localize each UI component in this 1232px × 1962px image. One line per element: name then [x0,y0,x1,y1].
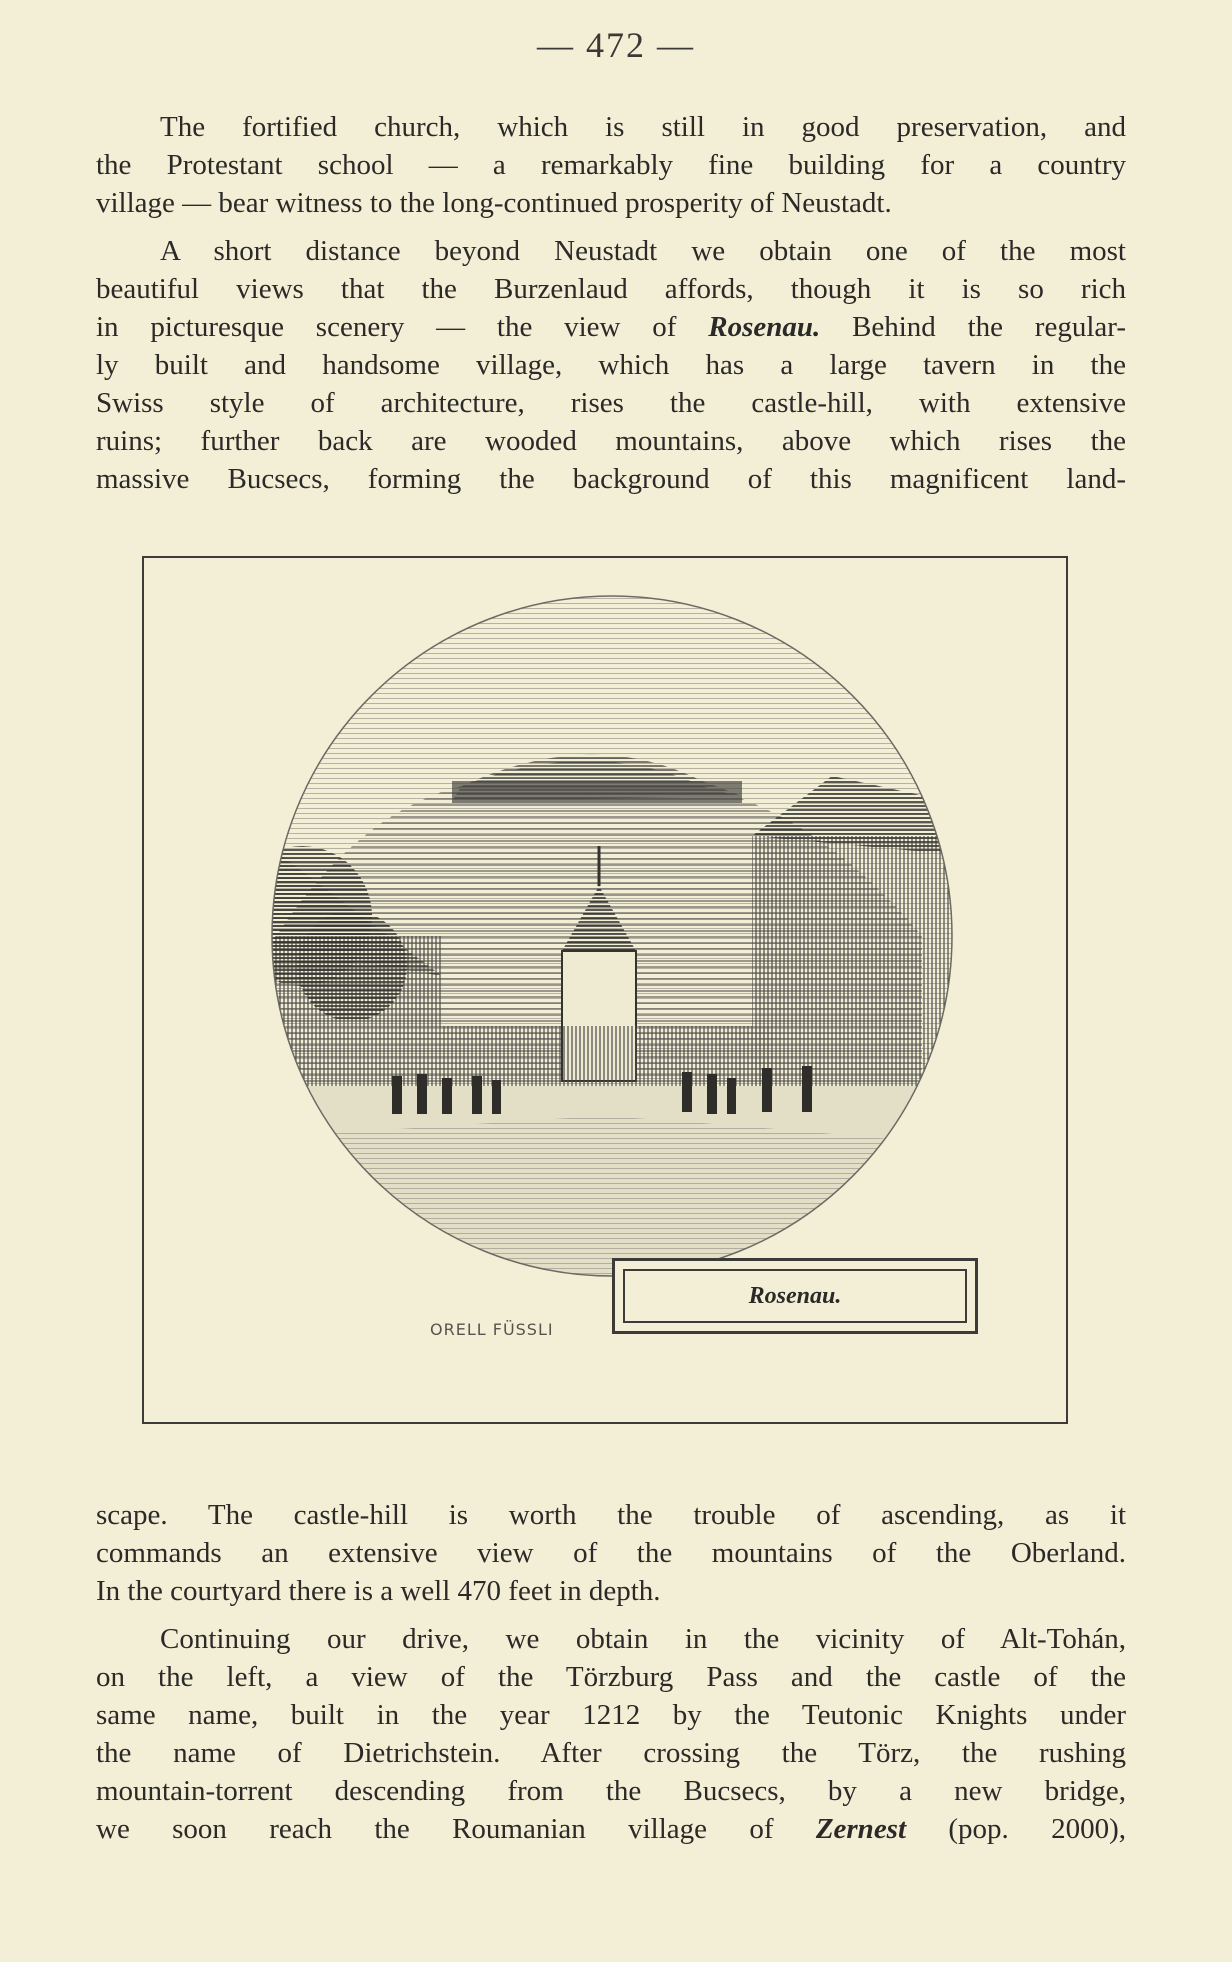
top-text [96,108,1126,498]
text-line-zernest [96,1810,1126,1848]
figure-caption: Rosenau. [623,1269,967,1323]
text-line: The fortified church, which is still in good preservation, and [160,111,1126,143]
text-line: Swiss style of architecture, rises the castle-hill, with extensive [96,387,1126,419]
text-line: massive Bucsecs, forming the background of this magnificent land- [96,463,1126,495]
text-line: same name, built in the year 1212 by the Teutonic Knights under [96,1699,1126,1731]
caption-box [612,1258,978,1334]
place-name-zernest: Zernest [815,1813,907,1845]
page-number: — 472 — [537,25,695,65]
text-fragment: we soon reach the Roumanian village of [96,1813,816,1845]
text-line-rosenau [96,308,1126,346]
text-line: beautiful views that the Burzenlaud affords, though it is so rich [96,273,1126,305]
place-name-rosenau: Rosenau. [708,311,821,343]
paragraph-continuing-drive [96,1620,1126,1848]
text-line: ly built and handsome village, which has a large tavern in the [96,349,1126,381]
text-fragment: (pop. 2000), [906,1813,1126,1845]
text-line: the name of Dietrichstein. After crossing the Törz, the rushing [96,1737,1126,1769]
bottom-text [96,1496,1126,1848]
text-line: scape. The castle-hill is worth the trouble of ascending, as it [96,1499,1126,1531]
text-line: village — bear witness to the long-continued prosperity of Neustadt. [96,187,892,219]
paragraph-fortified-church [96,108,1126,222]
text-fragment: Behind the regular- [820,311,1126,343]
text-line: Continuing our drive, we obtain in the vicinity of Alt-Tohán, [160,1623,1126,1655]
paragraph-castle-hill [96,1496,1126,1610]
text-line: ruins; further back are wooded mountains, above which rises the [96,425,1126,457]
text-line: In the courtyard there is a well 470 feet in depth. [96,1575,661,1607]
text-line: the Protestant school — a remarkably fine building for a country [96,149,1126,181]
paragraph-rosenau-view [96,232,1126,498]
text-line: mountain-torrent descending from the Bucsecs, by a new bridge, [96,1775,1126,1807]
text-fragment: in picturesque scenery — the view of [96,311,709,343]
text-line: commands an extensive view of the mountains of the Oberland. [96,1537,1126,1569]
text-line: on the left, a view of the Törzburg Pass and the castle of the [96,1661,1126,1693]
engraver-signature: ORELL FÜSSLI [430,1320,554,1339]
text-line: A short distance beyond Neustadt we obtain one of the most [160,235,1126,267]
